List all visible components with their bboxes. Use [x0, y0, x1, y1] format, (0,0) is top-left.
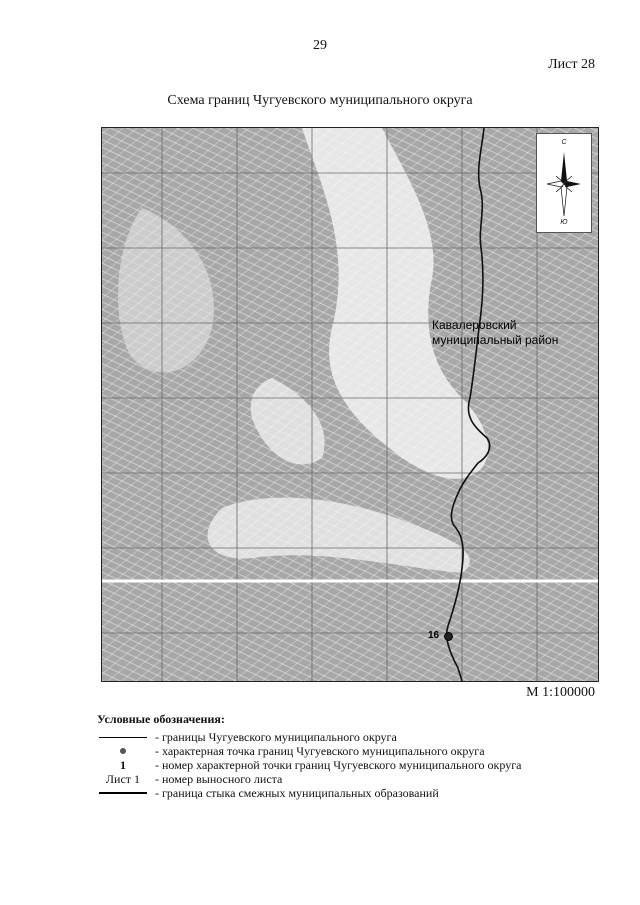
boundary-point-marker[interactable]	[444, 632, 453, 641]
legend-item-text: - номер выносного листа	[155, 771, 283, 786]
topographic-map[interactable]	[101, 127, 599, 682]
legend-item-text: - номер характерной точки границ Чугуевского муниципального округа	[155, 757, 522, 772]
legend-item	[97, 772, 617, 786]
legend-item	[97, 744, 617, 758]
region-label-line2: муниципальный район	[432, 333, 559, 347]
legend-item	[97, 758, 617, 772]
map-terrain	[102, 128, 598, 681]
map-scale: М 1:100000	[526, 685, 595, 700]
map-title: Схема границ Чугуевского муниципального округа	[167, 93, 473, 108]
neighbor-region-label	[432, 318, 582, 348]
boundary-point-number: 16	[428, 630, 440, 641]
legend-symbol-thick-line	[97, 792, 149, 794]
legend-symbol-line	[97, 737, 149, 738]
legend-item	[97, 786, 617, 800]
legend-item-text: - границы Чугуевского муниципального округа	[155, 729, 397, 744]
region-label-line1: Кавалеровский	[432, 318, 517, 332]
legend-item	[97, 730, 617, 744]
legend-title: Условные обозначения:	[97, 712, 225, 726]
legend-symbol-dot	[97, 748, 149, 754]
legend-item-text: - характерная точка границ Чугуевского муниципального округа	[155, 743, 485, 758]
compass-rose	[536, 133, 592, 233]
legend	[97, 712, 617, 800]
legend-item-text: - граница стыка смежных муниципальных образований	[155, 785, 439, 800]
legend-symbol-sheet: Лист 1	[105, 771, 141, 786]
compass-star-icon	[537, 134, 591, 232]
compass-north-label: С	[561, 139, 567, 146]
compass-south-label: Ю	[560, 219, 568, 226]
page-number: 29	[313, 38, 327, 53]
legend-symbol-number: 1	[120, 757, 126, 772]
sheet-label: Лист 28	[548, 57, 595, 72]
